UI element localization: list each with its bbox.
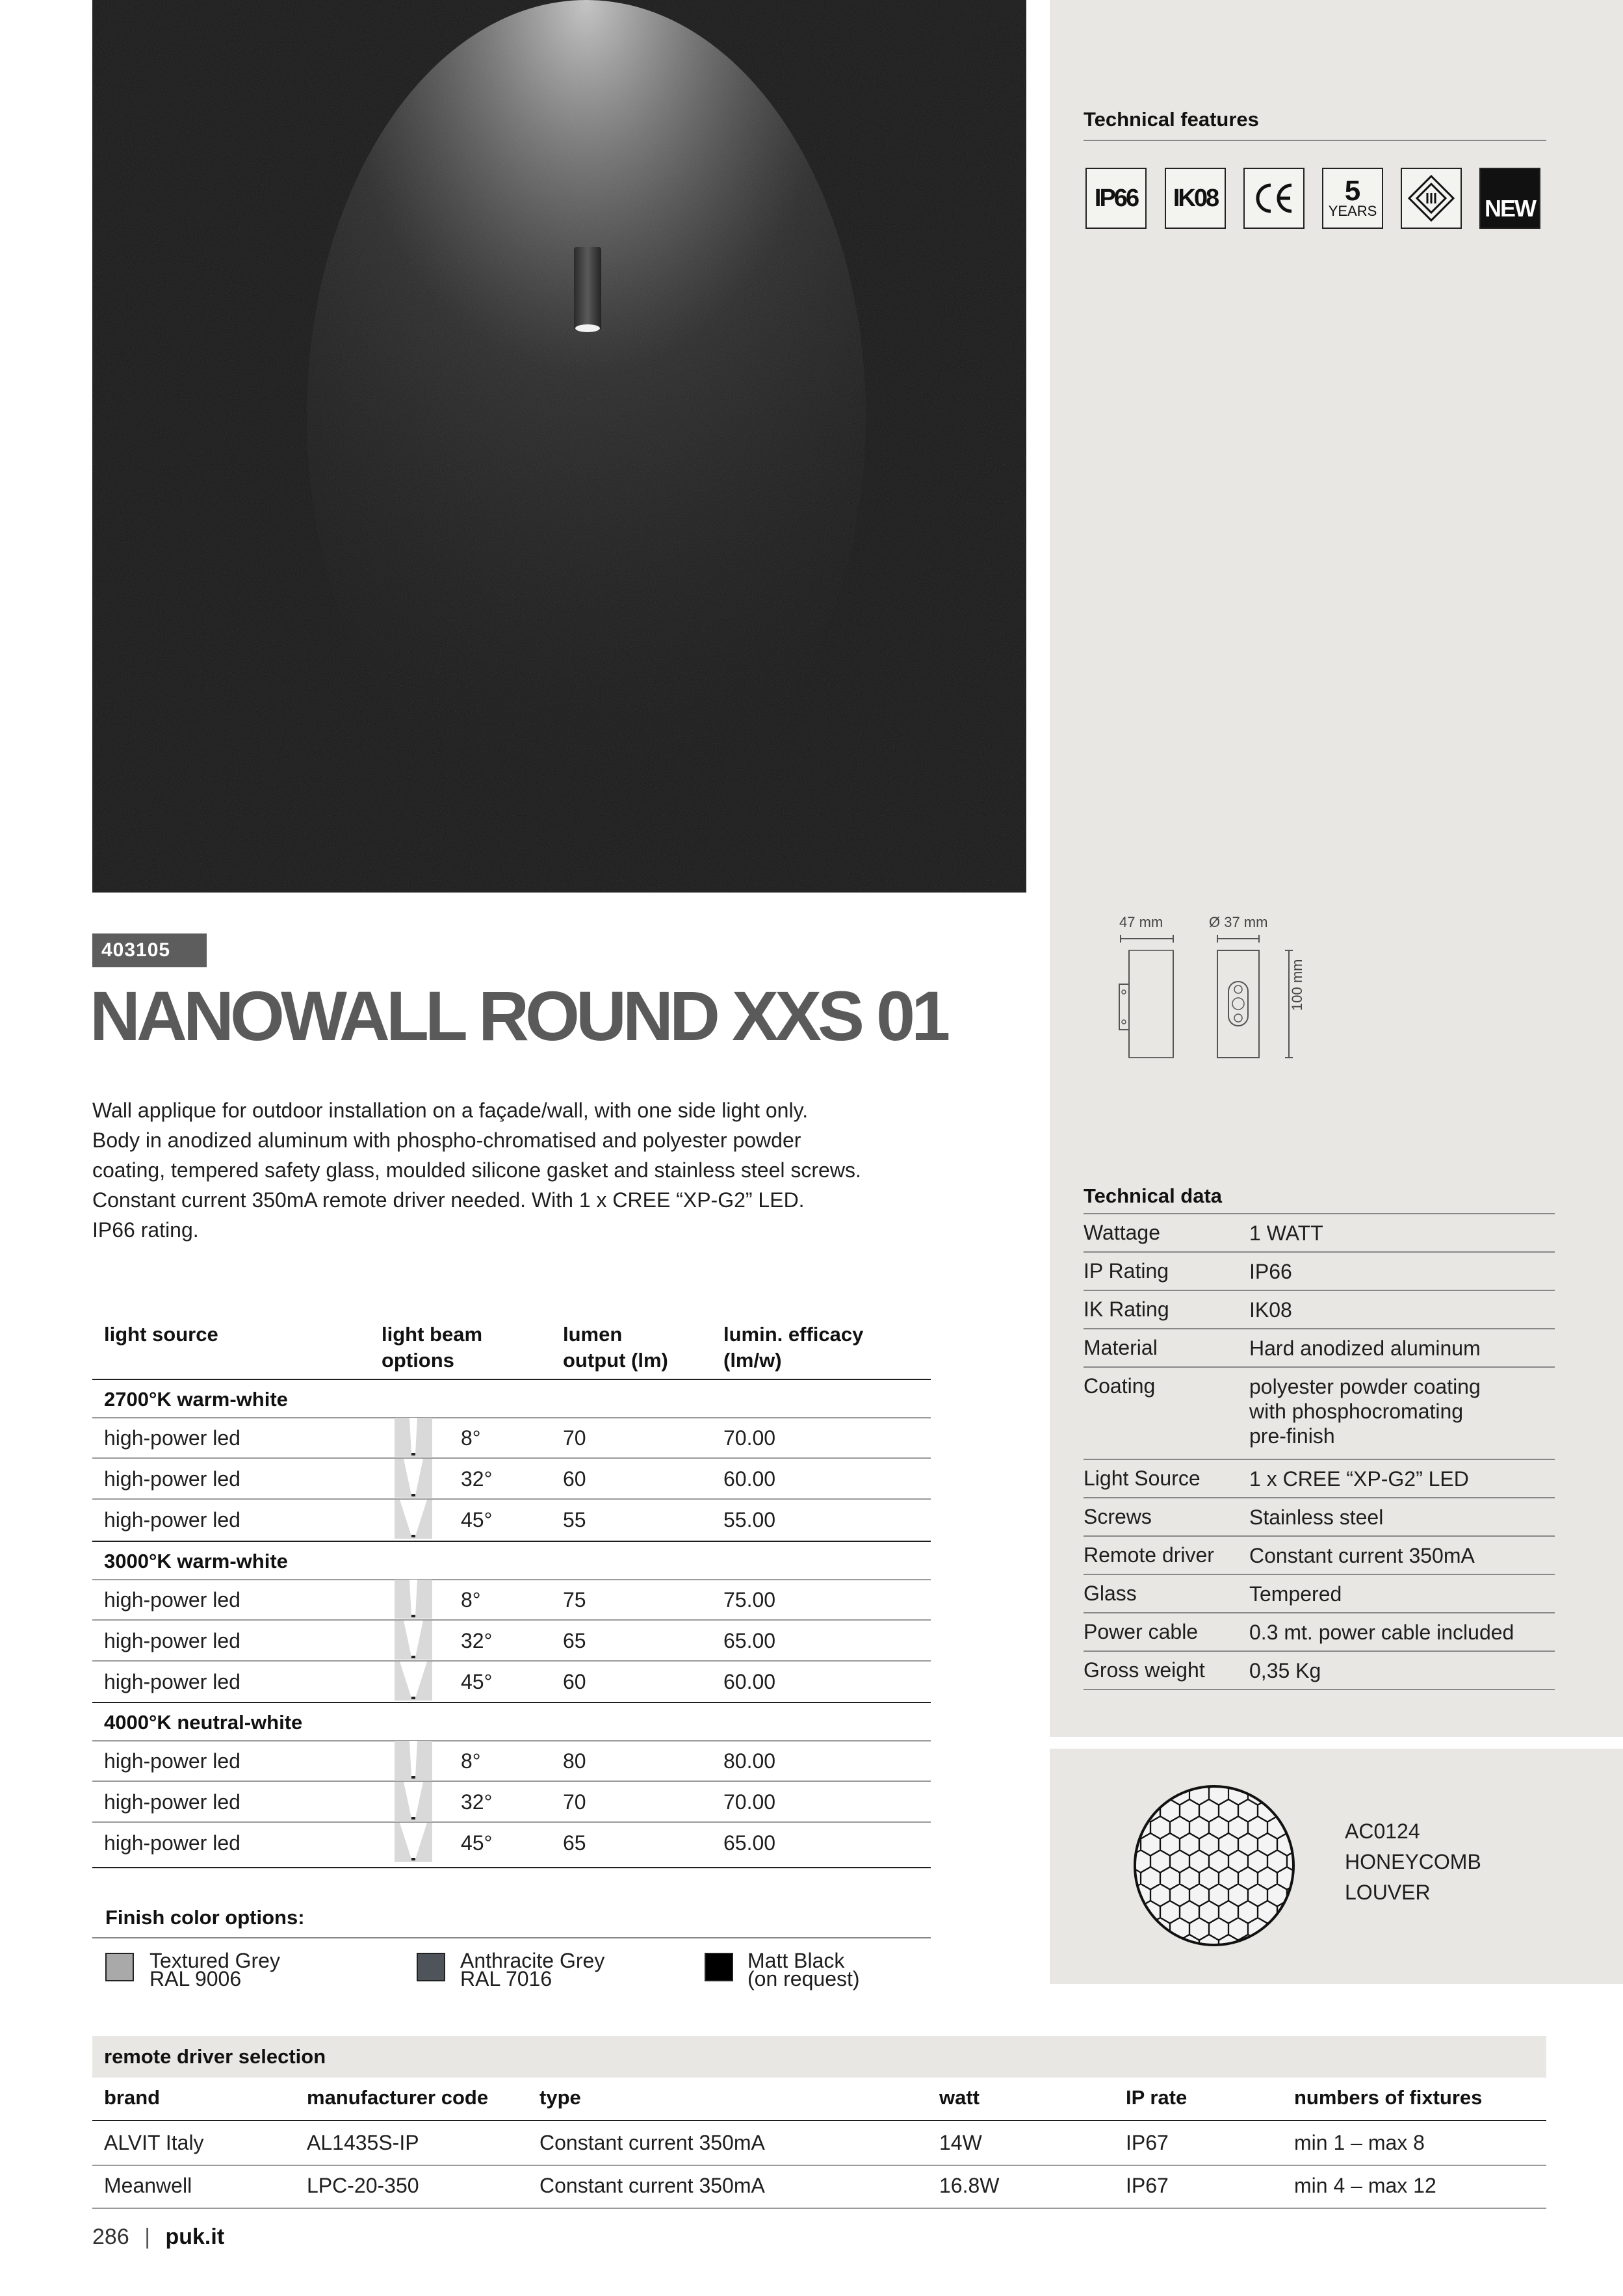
driver-cell: IP67 [1126, 2174, 1169, 2197]
efficacy-cell: 70.00 [723, 1790, 776, 1814]
description-line: Body in anodized aluminum with phospho-chromatised and polyester powder [92, 1128, 801, 1152]
tech-data-value-line: Tempered [1249, 1582, 1342, 1606]
driver-cell: LPC-20-350 [307, 2174, 419, 2197]
driver-cell: IP67 [1126, 2131, 1169, 2154]
tech-data-label: Light Source [1084, 1467, 1201, 1490]
tech-data-label: Power cable [1084, 1620, 1199, 1643]
tech-data-value [1249, 1259, 1292, 1284]
product-description [92, 1095, 957, 1245]
tech-data-label: IP Rating [1084, 1259, 1169, 1283]
tech-data-value [1249, 1582, 1342, 1606]
technical-data-rule [1084, 1366, 1555, 1368]
class-iii-icon [1401, 168, 1462, 229]
group-label: 3000°K warm-white [104, 1550, 288, 1572]
warranty-years-label: YEARS [1328, 203, 1377, 219]
light-source-cell: high-power led [104, 1467, 240, 1491]
driver-cell: Constant current 350mA [539, 2174, 765, 2197]
header-beam [382, 1322, 482, 1374]
header-beam-line1: light beam [382, 1323, 483, 1346]
tech-data-label: Coating [1084, 1374, 1156, 1398]
row-divider [92, 1740, 931, 1742]
header-efficacy-line1: lumin. efficacy [723, 1323, 864, 1346]
product-code: 403105 [92, 933, 207, 967]
driver-cell: min 1 – max 8 [1294, 2131, 1425, 2154]
tech-data-value [1249, 1658, 1321, 1683]
header-lumen-line2: output (lm) [563, 1349, 668, 1372]
table-rule [92, 1379, 931, 1380]
driver-header: type [539, 2086, 581, 2109]
group-rule [92, 1702, 931, 1703]
beam-angle-cell: 32° [461, 1467, 493, 1491]
efficacy-cell: 60.00 [723, 1467, 776, 1491]
tech-data-value [1249, 1221, 1323, 1246]
group-label: 4000°K neutral-white [104, 1711, 303, 1734]
lumen-cell: 70 [563, 1790, 586, 1814]
tech-data-value-line: Constant current 350mA [1249, 1544, 1475, 1567]
finish-option [149, 1951, 280, 1988]
driver-selection-title: remote driver selection [104, 2045, 326, 2068]
tech-data-value [1249, 1620, 1514, 1645]
light-source-cell: high-power led [104, 1749, 240, 1773]
driver-cell: AL1435S-IP [307, 2131, 419, 2154]
ip66-badge: IP66 [1085, 168, 1147, 229]
technical-data-rule [1084, 1574, 1555, 1575]
tech-data-value-line: 0,35 Kg [1249, 1659, 1321, 1682]
product-photo-render [92, 0, 1026, 893]
group-label: 2700°K warm-white [104, 1388, 288, 1411]
lumen-cell: 70 [563, 1426, 586, 1450]
header-lumen-line1: lumen [563, 1323, 623, 1346]
efficacy-cell: 60.00 [723, 1670, 776, 1693]
new-badge: NEW [1479, 168, 1540, 229]
finish-code: RAL 7016 [460, 1967, 552, 1990]
dimension-height: 100 mm [1289, 959, 1305, 1011]
tech-data-value [1249, 1298, 1292, 1322]
tech-data-value-line: Hard anodized aluminum [1249, 1337, 1481, 1360]
header-beam-line2: options [382, 1349, 454, 1372]
tech-data-label: Remote driver [1084, 1543, 1214, 1567]
finish-option [747, 1951, 860, 1988]
row-divider [92, 1579, 931, 1580]
driver-header: brand [104, 2086, 161, 2109]
beam-angle-icon [395, 1662, 432, 1701]
finish-title: Finish color options: [105, 1906, 305, 1929]
accessory-code: AC0124 [1345, 1820, 1420, 1843]
features-rule [1084, 140, 1546, 141]
light-source-cell: high-power led [104, 1588, 240, 1611]
ce-mark-graphic [1251, 180, 1297, 216]
driver-cell: ALVIT Italy [104, 2131, 204, 2154]
tech-data-value-line: Stainless steel [1249, 1506, 1384, 1529]
driver-cell: 16.8W [939, 2174, 1000, 2197]
dimension-diameter: Ø 37 mm [1209, 914, 1268, 930]
driver-cell: Meanwell [104, 2174, 192, 2197]
swatch-anthracite-grey[interactable] [417, 1953, 445, 1981]
finish-rule [92, 1937, 931, 1938]
lumen-cell: 60 [563, 1670, 586, 1693]
beam-angle-cell: 8° [461, 1426, 481, 1450]
tech-data-label: Screws [1084, 1505, 1152, 1528]
finish-name: Matt Black [747, 1949, 845, 1972]
technical-data-rule [1084, 1612, 1555, 1613]
beam-angle-icon [395, 1782, 432, 1821]
tech-data-value [1249, 1336, 1481, 1361]
header-efficacy [723, 1322, 863, 1374]
tech-data-label: Material [1084, 1336, 1158, 1359]
technical-data-rule [1084, 1213, 1555, 1214]
ik08-badge: IK08 [1165, 168, 1226, 229]
header-lumen [563, 1322, 668, 1374]
beam-angle-icon [395, 1621, 432, 1660]
description-line: Constant current 350mA remote driver needed. With 1 x CREE “XP-G2” LED. [92, 1188, 805, 1212]
footer [92, 2224, 224, 2250]
class-iii-graphic [1405, 172, 1457, 224]
efficacy-cell: 65.00 [723, 1629, 776, 1652]
driver-row-rule [92, 2208, 1546, 2209]
tech-data-value-line: polyester powder coating [1249, 1375, 1481, 1398]
swatch-matt-black[interactable] [705, 1953, 733, 1981]
beam-angle-icon [395, 1500, 432, 1539]
beam-angle-icon [395, 1418, 432, 1457]
light-source-cell: high-power led [104, 1508, 240, 1532]
technical-data-rule [1084, 1650, 1555, 1652]
technical-data-rule [1084, 1459, 1555, 1460]
finish-name: Anthracite Grey [460, 1949, 605, 1972]
light-source-cell: high-power led [104, 1670, 240, 1693]
tech-data-value [1249, 1467, 1469, 1491]
tech-data-label: Glass [1084, 1582, 1137, 1605]
tech-data-value [1249, 1374, 1481, 1448]
finish-name: Textured Grey [149, 1949, 280, 1972]
finish-code: (on request) [747, 1967, 860, 1990]
finish-code: RAL 9006 [149, 1967, 242, 1990]
swatch-textured-grey[interactable] [105, 1953, 134, 1981]
product-photo [92, 0, 1026, 893]
product-title: NANOWALL ROUND XXS 01 [90, 976, 947, 1055]
dimension-lines [1115, 930, 1297, 1066]
driver-header-rule [92, 2120, 1546, 2121]
ce-mark-icon [1243, 168, 1305, 229]
warranty-years-badge [1322, 168, 1383, 229]
lumen-cell: 75 [563, 1588, 586, 1611]
warranty-years-number: 5 [1344, 175, 1361, 207]
tech-data-value-line: with phosphocromating [1249, 1400, 1464, 1423]
technical-data-rule [1084, 1689, 1555, 1690]
honeycomb-louver-icon [1131, 1782, 1297, 1949]
driver-header: manufacturer code [307, 2086, 489, 2109]
lumen-cell: 80 [563, 1749, 586, 1773]
header-efficacy-line2: (lm/w) [723, 1349, 782, 1372]
row-divider [92, 1781, 931, 1782]
beam-angle-icon [395, 1580, 432, 1619]
row-divider [92, 1498, 931, 1500]
site-link[interactable]: puk.it [165, 2224, 225, 2249]
driver-row-rule [92, 2165, 1546, 2166]
tech-data-value [1249, 1543, 1475, 1568]
efficacy-cell: 70.00 [723, 1426, 776, 1450]
efficacy-cell: 55.00 [723, 1508, 776, 1532]
driver-cell: min 4 – max 12 [1294, 2174, 1436, 2197]
beam-angle-cell: 8° [461, 1749, 481, 1773]
driver-header: watt [939, 2086, 980, 2109]
footer-separator: | [144, 2224, 151, 2249]
lumen-cell: 55 [563, 1508, 586, 1532]
tech-data-value-line: 1 WATT [1249, 1221, 1323, 1245]
efficacy-cell: 75.00 [723, 1588, 776, 1611]
beam-angle-cell: 8° [461, 1588, 481, 1611]
technical-data-title: Technical data [1084, 1184, 1223, 1207]
table-bottom-rule [92, 1867, 931, 1868]
light-source-cell: high-power led [104, 1426, 240, 1450]
group-rule [92, 1541, 931, 1542]
description-line: coating, tempered safety glass, moulded silicone gasket and stainless steel screws. [92, 1158, 861, 1182]
description-line: IP66 rating. [92, 1218, 199, 1242]
row-divider [92, 1457, 931, 1459]
row-divider [92, 1417, 931, 1418]
driver-header: numbers of fixtures [1294, 2086, 1483, 2109]
tech-data-value-line: 1 x CREE “XP-G2” LED [1249, 1467, 1469, 1491]
dimension-width: 47 mm [1119, 914, 1163, 930]
tech-data-label: Wattage [1084, 1221, 1160, 1244]
tech-data-label: IK Rating [1084, 1298, 1169, 1321]
lumen-cell: 65 [563, 1629, 586, 1652]
tech-data-value [1249, 1505, 1383, 1530]
beam-angle-icon [395, 1823, 432, 1862]
technical-features-title: Technical features [1084, 108, 1259, 131]
row-divider [92, 1821, 931, 1823]
efficacy-cell: 65.00 [723, 1831, 776, 1855]
beam-angle-cell: 32° [461, 1629, 493, 1652]
accessory-name-2: LOUVER [1345, 1881, 1431, 1904]
beam-angle-icon [395, 1741, 432, 1780]
driver-cell: Constant current 350mA [539, 2131, 765, 2154]
technical-data-rule [1084, 1328, 1555, 1329]
accessory-name: HONEYCOMB [1345, 1850, 1481, 1873]
technical-data-rule [1084, 1497, 1555, 1498]
accessory-label [1345, 1816, 1481, 1908]
technical-data-rule [1084, 1535, 1555, 1537]
technical-data-rule [1084, 1251, 1555, 1253]
finish-option [460, 1951, 604, 1988]
beam-angle-cell: 45° [461, 1508, 493, 1532]
lumen-cell: 60 [563, 1467, 586, 1491]
page-number: 286 [92, 2224, 129, 2249]
tech-data-value-line: pre-finish [1249, 1424, 1335, 1448]
description-line: Wall applique for outdoor installation on a façade/wall, with one side light only. [92, 1099, 809, 1122]
driver-cell: 14W [939, 2131, 982, 2154]
tech-data-value-line: 0.3 mt. power cable included [1249, 1621, 1514, 1644]
tech-data-label: Gross weight [1084, 1658, 1205, 1682]
light-source-cell: high-power led [104, 1629, 240, 1652]
driver-header: IP rate [1126, 2086, 1188, 2109]
efficacy-cell: 80.00 [723, 1749, 776, 1773]
header-light-source: light source [104, 1323, 218, 1346]
row-divider [92, 1619, 931, 1621]
light-source-cell: high-power led [104, 1790, 240, 1814]
light-source-cell: high-power led [104, 1831, 240, 1855]
beam-angle-icon [395, 1459, 432, 1498]
beam-angle-cell: 45° [461, 1670, 493, 1693]
technical-data-rule [1084, 1290, 1555, 1291]
beam-angle-cell: 45° [461, 1831, 493, 1855]
tech-data-value-line: IP66 [1249, 1260, 1292, 1283]
beam-angle-cell: 32° [461, 1790, 493, 1814]
row-divider [92, 1660, 931, 1662]
lumen-cell: 65 [563, 1831, 586, 1855]
tech-data-value-line: IK08 [1249, 1298, 1292, 1322]
